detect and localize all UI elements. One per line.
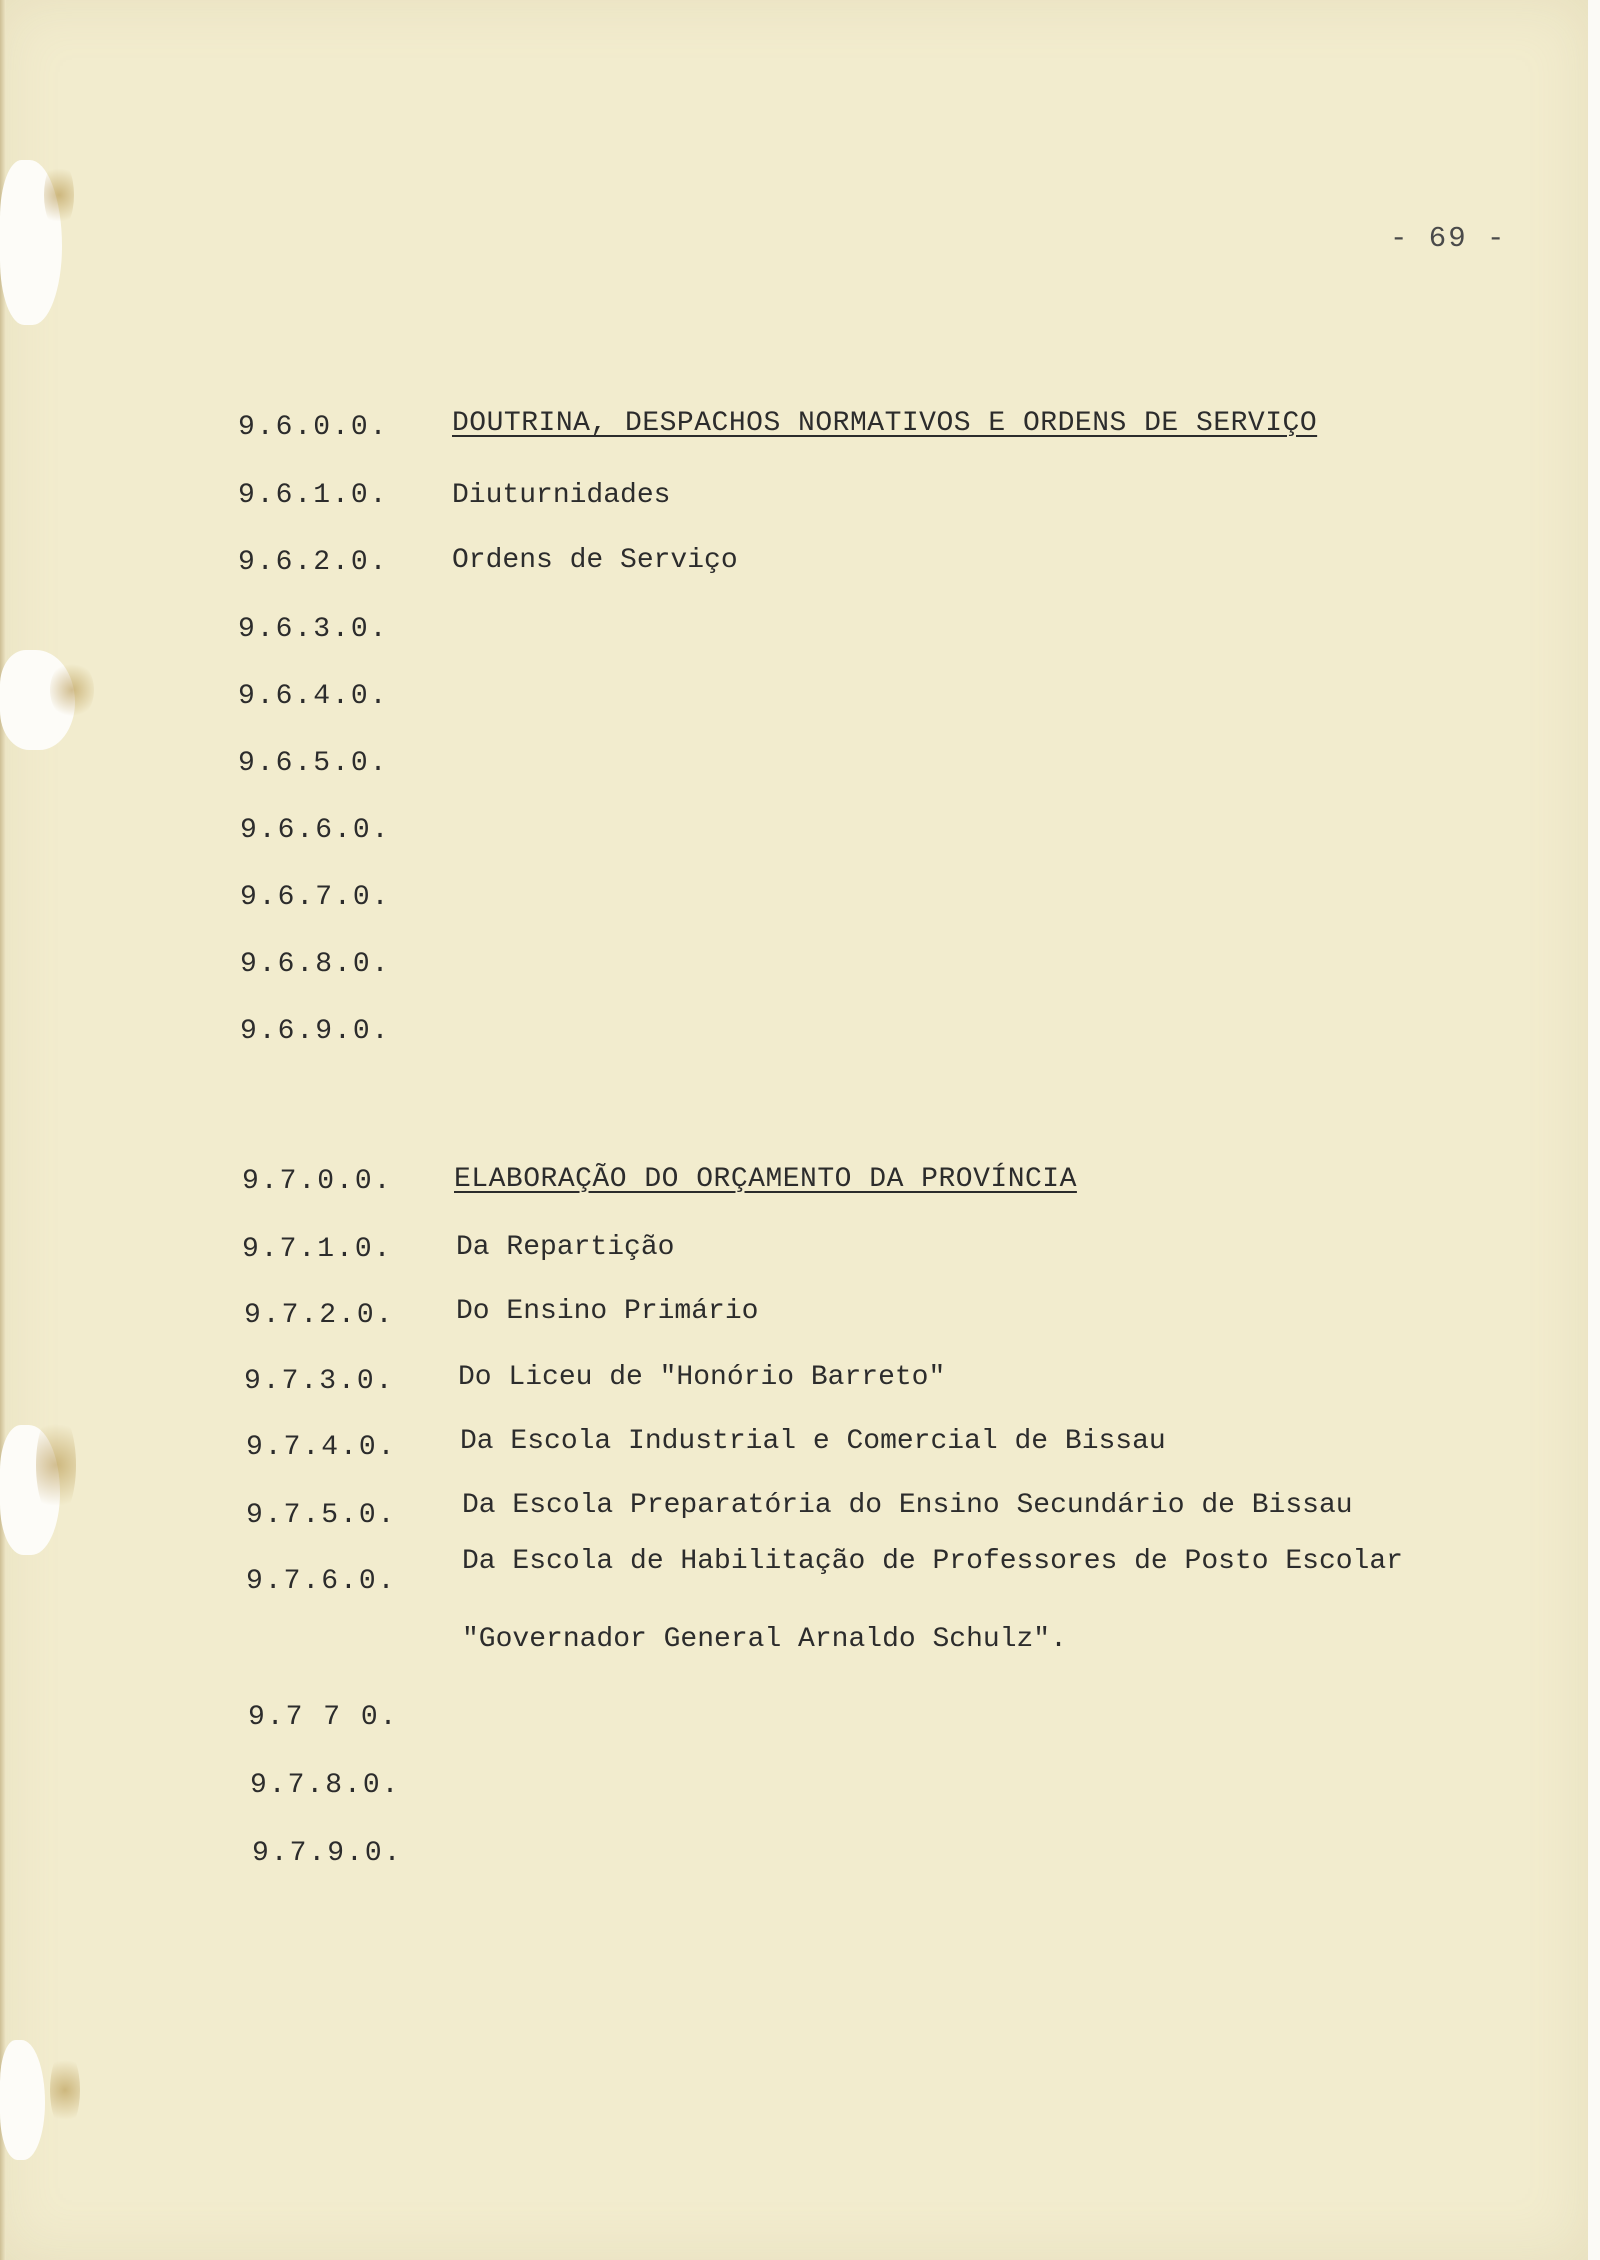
rust-stain	[50, 2050, 80, 2130]
item-text: Ordens de Serviço	[452, 545, 738, 576]
item-text: Da Escola de Habilitação de Professores de Posto Escolar	[462, 1546, 1403, 1577]
item-number: 9.6.9.0.	[240, 1016, 391, 1047]
item-text: Da Repartição	[456, 1232, 675, 1263]
torn-hole-bottom	[0, 2040, 45, 2160]
item-number: 9.6.6.0.	[240, 815, 391, 846]
item-number: 9.6.2.0.	[238, 547, 389, 578]
item-text: Diuturnidades	[452, 480, 671, 511]
item-number: 9.6.7.0.	[240, 882, 391, 913]
item-number: 9.7.4.0.	[246, 1432, 397, 1463]
item-number: 9.6.5.0.	[238, 748, 389, 779]
page-number: - 69 -	[1390, 222, 1507, 255]
item-number: 9.7.2.0.	[244, 1300, 395, 1331]
item-number: 9.6.8.0.	[240, 949, 391, 980]
item-text: Da Escola Industrial e Comercial de Bissau	[460, 1426, 1166, 1457]
item-text-continuation: "Governador General Arnaldo Schulz".	[462, 1624, 1067, 1655]
item-number: 9.7 7 0.	[248, 1702, 399, 1733]
item-text: Do Ensino Primário	[456, 1296, 759, 1327]
section-heading: DOUTRINA, DESPACHOS NORMATIVOS E ORDENS DE SERVIÇO	[452, 408, 1318, 439]
section-number: 9.6.0.0.	[238, 412, 389, 443]
section-heading: ELABORAÇÃO DO ORÇAMENTO DA PROVÍNCIA	[454, 1164, 1077, 1195]
item-text: Do Liceu de "Honório Barreto"	[458, 1362, 946, 1393]
page-edge	[1588, 0, 1600, 2260]
item-number: 9.6.4.0.	[238, 681, 389, 712]
item-number: 9.7.1.0.	[242, 1234, 393, 1265]
binding-edge	[0, 0, 6, 2260]
rust-stain	[44, 160, 74, 230]
item-number: 9.7.8.0.	[250, 1770, 401, 1801]
rust-stain	[36, 1410, 76, 1520]
item-number: 9.6.1.0.	[238, 480, 389, 511]
item-number: 9.7.6.0.	[246, 1566, 397, 1597]
item-text: Da Escola Preparatória do Ensino Secundário de Bissau	[462, 1490, 1353, 1521]
item-number: 9.7.9.0.	[252, 1838, 403, 1869]
item-number: 9.7.5.0.	[246, 1500, 397, 1531]
item-number: 9.7.3.0.	[244, 1366, 395, 1397]
section-number: 9.7.0.0.	[242, 1166, 393, 1197]
rust-stain	[50, 660, 94, 720]
item-number: 9.6.3.0.	[238, 614, 389, 645]
